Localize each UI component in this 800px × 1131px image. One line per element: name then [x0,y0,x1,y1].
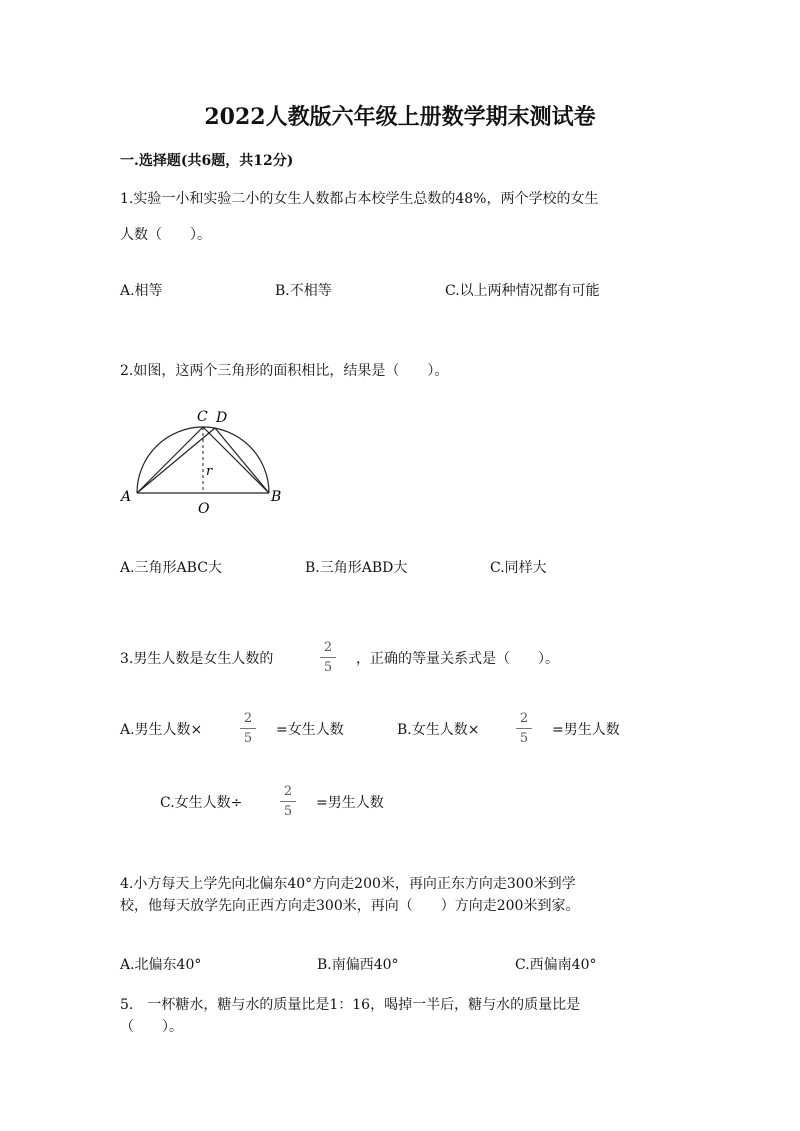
fraction-denominator: 5 [243,731,253,746]
q4-option-c: C.西偏南40° [515,957,597,973]
q3-fraction [320,641,336,674]
q1-stem-line1: 1.实验一小和实验二小的女生人数都占本校学生总数的48%，两个学校的女生 [120,191,599,207]
fraction-denominator: 5 [519,731,529,746]
fraction-numerator: 2 [243,711,253,726]
q1-stem-line2: 人数（ ）。 [120,227,211,243]
fraction-denominator: 5 [283,804,293,819]
fraction-bar [280,801,296,802]
q3-option-a-fraction [240,712,256,745]
q3-option-c-post: =男生人数 [316,795,384,811]
q2-option-c: C.同样大 [490,560,547,576]
q1-option-a: A.相等 [120,283,163,299]
q4-stem-line1: 4.小方每天上学先向北偏东40°方向走200米，再向正东方向走300米到学 [120,876,576,892]
q4-option-b: B.南偏西40° [317,957,399,973]
q3-option-a-post: =女生人数 [276,722,344,738]
q5-stem-line2: （ ）。 [120,1019,183,1035]
fraction-bar [320,657,336,658]
q3-option-a-pre: A.男生人数× [120,722,203,738]
label-r: r [206,464,213,479]
fraction-bar [240,728,256,729]
section-heading: 一.选择题(共6题，共12分) [120,153,294,169]
q2-option-a: A.三角形ABC大 [120,560,222,576]
label-b: B [271,489,282,505]
fraction-numerator: 2 [323,640,333,655]
q4-stem-line2: 校，他每天放学先向正西方向走300米，再向（ ）方向走200米到家。 [120,898,580,914]
fraction-numerator: 2 [519,711,529,726]
q3-stem-pre: 3.男生人数是女生人数的 [120,651,274,667]
q2-stem: 2.如图，这两个三角形的面积相比，结果是（ ）。 [120,363,449,379]
q3-option-b-pre: B.女生人数× [397,722,480,738]
q5-stem-line1: 5. 一杯糖水，糖与水的质量比是1：16，喝掉一半后，糖与水的质量比是 [120,997,581,1013]
fraction-denominator: 5 [323,660,333,675]
fraction-numerator: 2 [283,784,293,799]
label-a: A [121,489,132,505]
q2-option-b: B.三角形ABD大 [305,560,408,576]
semicircle-triangle-figure [115,405,295,520]
q3-option-b-fraction [516,712,532,745]
fraction-bar [516,728,532,729]
label-o: O [198,501,210,517]
q3-stem-post: ，正确的等量关系式是（ ）。 [356,651,559,667]
label-d: D [216,410,228,426]
q1-option-c: C.以上两种情况都有可能 [445,283,600,299]
q3-option-b-post: =男生人数 [552,722,620,738]
q3-option-c-pre: C.女生人数÷ [160,795,243,811]
q1-option-b: B.不相等 [275,283,332,299]
q3-option-c-fraction [280,785,296,818]
page-title: 2022人教版六年级上册数学期末测试卷 [204,104,596,130]
q4-option-a: A.北偏东40° [120,957,202,973]
label-c: C [197,409,208,425]
